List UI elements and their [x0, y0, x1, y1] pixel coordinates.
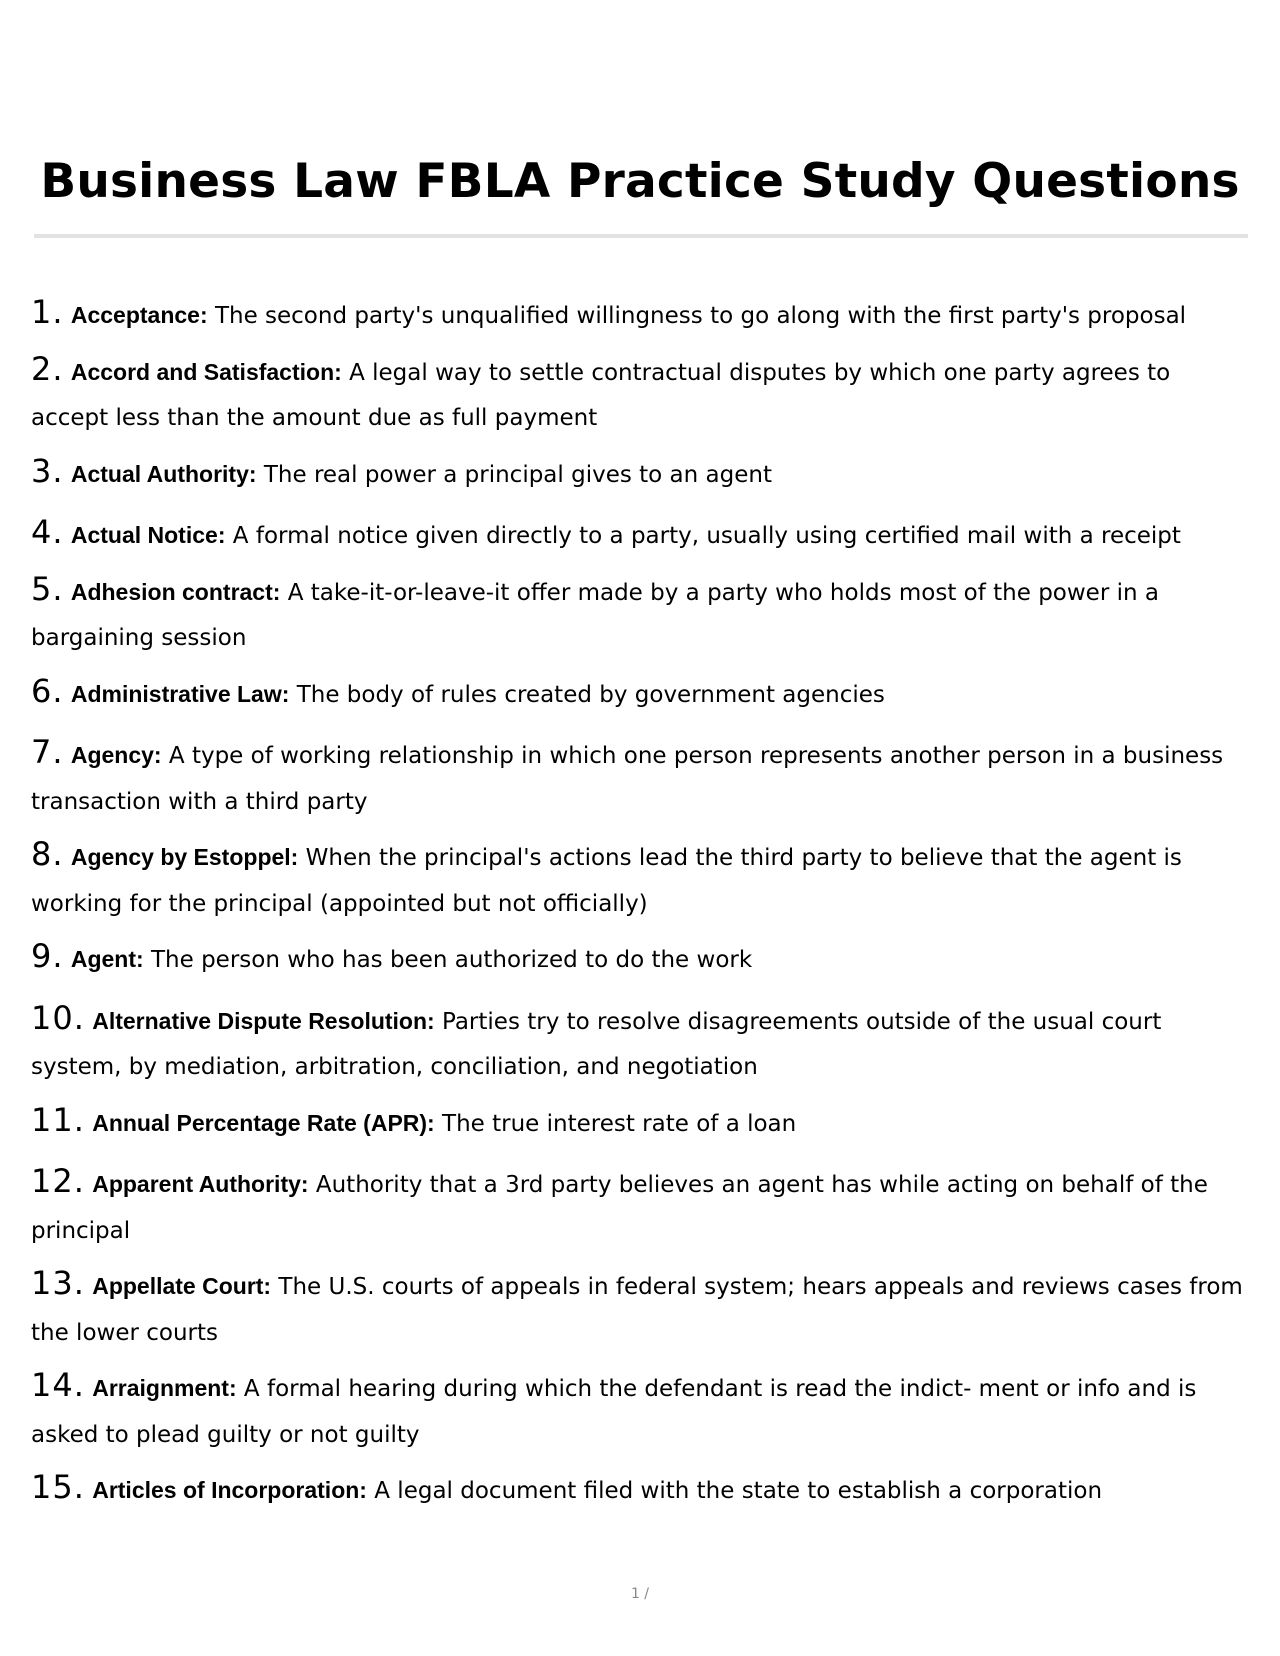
term-item [31, 996, 1253, 1091]
term-item [31, 1261, 1253, 1356]
term-number: 2. [31, 349, 64, 388]
page-title: Business Law FBLA Practice Study Questions [40, 154, 1240, 209]
term-number: 1. [31, 293, 64, 331]
term-label: Alternative Dispute Resolution: [92, 1007, 435, 1034]
term-number: 3. [31, 451, 64, 490]
term-label: Adhesion contract: [70, 578, 281, 605]
term-label: Annual Percentage Rate (APR): [92, 1109, 435, 1136]
term-label: Actual Authority: [70, 460, 257, 487]
term-label: Accord and Satisfaction: [70, 358, 342, 385]
term-item [31, 1465, 1253, 1515]
term-number: 9. [31, 937, 64, 975]
term-item [31, 669, 1253, 719]
term-label: Administrative Law: [70, 680, 290, 707]
term-definition: The U.S. courts of appeals in federal system; hears appeals and reviews cases from the lower courts [31, 1274, 1243, 1346]
term-label: Actual Notice: [70, 522, 226, 548]
term-definition: A formal notice given directly to a party, usually using certified mail with a receipt [232, 523, 1181, 549]
term-item [31, 730, 1253, 825]
term-definition: The second party's unqualified willingness to go along with the first party's proposal [214, 303, 1187, 329]
term-definition: A legal document filed with the state to establish a corporation [374, 1478, 1103, 1504]
term-item [31, 510, 1253, 560]
term-number: 6. [31, 671, 64, 710]
term-item [31, 1098, 1253, 1148]
title-divider [34, 234, 1248, 238]
term-label: Agency by Estoppel: [70, 844, 299, 870]
term-item [31, 347, 1253, 442]
term-definition: Authority that a 3rd party believes an agent has while acting on behalf of the principal [31, 1172, 1208, 1244]
term-definition: The true interest rate of a loan [442, 1110, 797, 1137]
term-number: 7. [31, 733, 64, 771]
term-definition: The person who has been authorized to do the work [150, 947, 753, 973]
term-label: Arraignment: [92, 1375, 237, 1401]
term-item [31, 1159, 1253, 1254]
term-definition: Parties try to resolve disagreements outside of the usual court system, by mediation, arbitration, conciliation, and negotiation [31, 1008, 1162, 1080]
term-number: 4. [31, 513, 64, 551]
term-number: 15. [31, 1468, 85, 1506]
term-item [31, 1363, 1253, 1458]
term-definition: A legal way to settle contractual disputes by which one party agrees to accept less than the amount due as full payment [31, 359, 1171, 431]
term-item [31, 567, 1253, 662]
term-item [31, 449, 1253, 499]
term-number: 13. [31, 1264, 85, 1302]
term-number: 5. [31, 569, 64, 608]
term-number: 10. [31, 998, 85, 1037]
term-item [31, 290, 1253, 340]
term-label: Agent: [70, 946, 144, 972]
term-label: Acceptance: [70, 302, 208, 328]
term-definition: The body of rules created by government agencies [296, 681, 885, 708]
term-number: 12. [31, 1162, 85, 1200]
term-item [31, 832, 1253, 927]
term-definition: When the principal's actions lead the third party to believe that the agent is working for the principal (appointed but not officially) [31, 845, 1182, 917]
term-list [31, 290, 1253, 1522]
term-label: Apparent Authority: [92, 1171, 309, 1197]
term-label: Agency: [70, 742, 162, 768]
term-number: 14. [31, 1366, 85, 1404]
term-label: Articles of Incorporation: [92, 1477, 367, 1503]
term-label: Appellate Court: [92, 1273, 272, 1299]
term-definition: A take-it-or-leave-it offer made by a party who holds most of the power in a bargaining session [31, 579, 1159, 651]
page-number: 1 / [630, 1586, 650, 1602]
term-item [31, 934, 1253, 984]
term-definition: The real power a principal gives to an agent [263, 461, 772, 488]
term-definition: A type of working relationship in which one person represents another person in a business transaction with a third party [31, 743, 1224, 815]
term-number: 11. [31, 1100, 85, 1139]
term-definition: A formal hearing during which the defendant is read the indict- ment or info and is asked to plead guilty or not guilty [31, 1376, 1197, 1448]
term-number: 8. [31, 835, 64, 873]
